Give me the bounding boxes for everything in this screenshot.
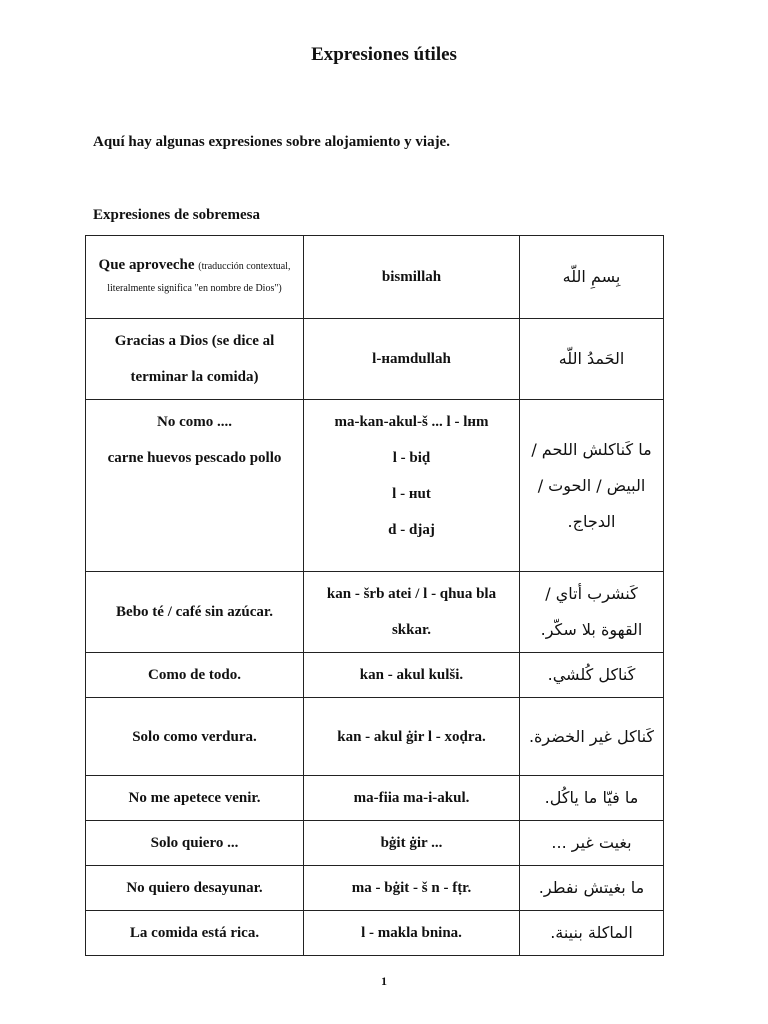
spanish-cell: Bebo té / café sin azúcar. — [86, 572, 304, 653]
arabic-cell: كَناكل كُلشي. — [520, 653, 664, 698]
transliteration-cell: kan - akul kulši. — [304, 653, 520, 698]
arabic-cell: بغيت غير ... — [520, 821, 664, 866]
transliteration-cell: ma-fiia ma-i-akul. — [304, 776, 520, 821]
page-title: Expresiones útiles — [311, 44, 457, 65]
table-row — [86, 572, 664, 653]
table-row — [86, 236, 664, 319]
transliteration-cell: bismillah — [304, 236, 520, 319]
transliteration-cell: kan - akul ġir l - xoḍra. — [304, 698, 520, 776]
transliteration-line: ma-kan-akul-š ... l - lʜm — [334, 414, 489, 430]
spanish-line: No como .... — [157, 414, 232, 430]
arabic-cell: ما فيّا ما ياكُل. — [520, 776, 664, 821]
transliteration-cell — [304, 400, 520, 572]
table-row — [86, 821, 664, 866]
table-row — [86, 866, 664, 911]
arabic-cell: ما بغيتش نفطر. — [520, 866, 664, 911]
page-number: 1 — [381, 974, 387, 988]
spanish-cell: Gracias a Dios (se dice al terminar la comida) — [86, 319, 304, 400]
table-row — [86, 653, 664, 698]
transliteration-cell: kan - šrb atei / l - qhua bla skkar. — [304, 572, 520, 653]
arabic-cell: الماكلة بنينة. — [520, 911, 664, 956]
transliteration-cell: l - makla bnina. — [304, 911, 520, 956]
section-heading: Expresiones de sobremesa — [93, 207, 260, 223]
transliteration-line: l - biḍ — [392, 450, 431, 466]
transliteration-line: d - djaj — [388, 522, 435, 538]
spanish-phrase: Que aproveche — [98, 257, 195, 273]
spanish-cell: No me apetece venir. — [86, 776, 304, 821]
arabic-cell: ما كَناكلش اللحم / البيض / الحوت / الدجاج. — [520, 400, 664, 572]
arabic-cell: كَناكل غير الخضرة. — [520, 698, 664, 776]
expressions-table — [85, 235, 664, 956]
spanish-note: (traducción contextual, literalmente significa "en nombre de Dios") — [107, 261, 291, 294]
spanish-cell: La comida está rica. — [86, 911, 304, 956]
transliteration-cell: ma - bġit - š n - fṭr. — [304, 866, 520, 911]
arabic-cell: الحَمدُ اللّه — [520, 319, 664, 400]
table-row — [86, 698, 664, 776]
spanish-cell: Solo como verdura. — [86, 698, 304, 776]
spanish-cell: Solo quiero ... — [86, 821, 304, 866]
table-row — [86, 319, 664, 400]
table-row — [86, 776, 664, 821]
table-row — [86, 400, 664, 572]
spanish-cell: No quiero desayunar. — [86, 866, 304, 911]
transliteration-cell: l-ʜamdullah — [304, 319, 520, 400]
spanish-cell: Como de todo. — [86, 653, 304, 698]
arabic-cell: بِسمِ اللّه — [520, 236, 664, 319]
spanish-cell — [86, 400, 304, 572]
arabic-cell: كَنشرب أتاي / القهوة بلا سكّر. — [520, 572, 664, 653]
intro-paragraph: Aquí hay algunas expresiones sobre alojamiento y viaje. — [93, 134, 450, 150]
spanish-cell — [86, 236, 304, 319]
transliteration-cell: bġit ġir ... — [304, 821, 520, 866]
spanish-line: carne huevos pescado pollo — [107, 450, 282, 466]
transliteration-line: l - ʜut — [392, 486, 431, 502]
table-row — [86, 911, 664, 956]
